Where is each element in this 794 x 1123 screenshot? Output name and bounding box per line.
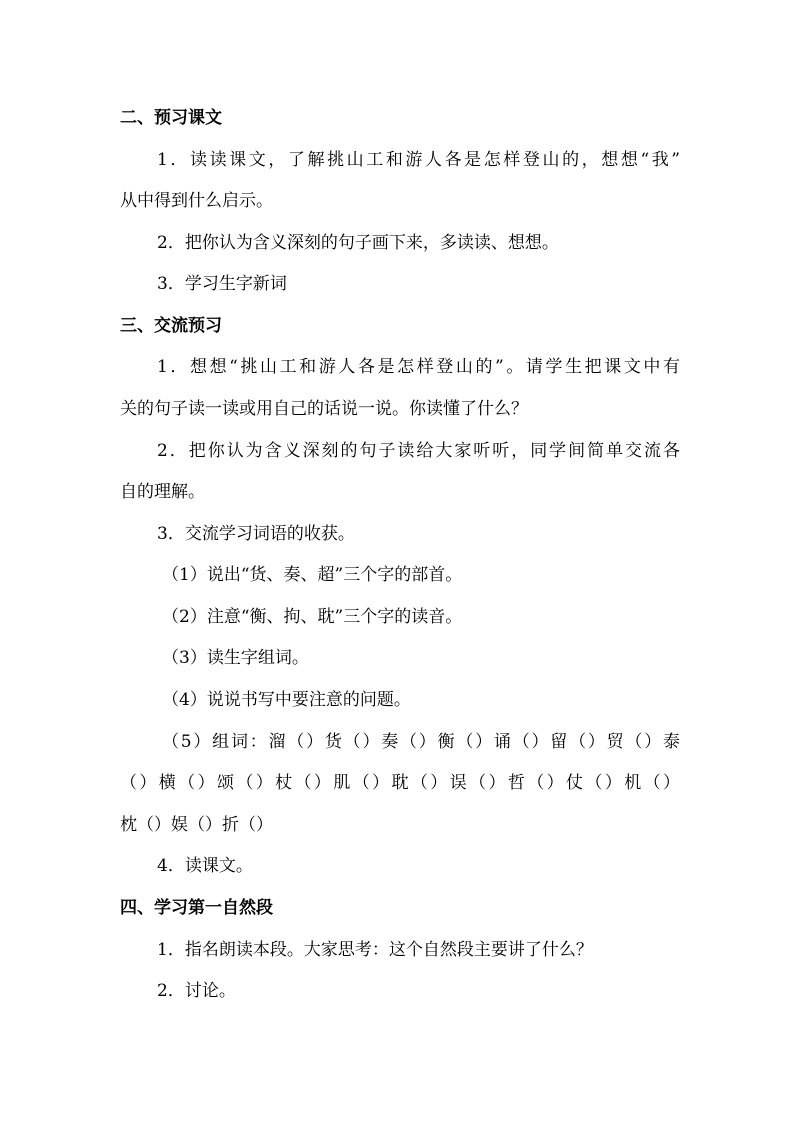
paragraph-line: （）横（）颂（）杖（）肌（）耽（）误（）哲（）仗（）机（） (120, 773, 680, 793)
paragraph-line: 1．指名朗读本段。大家思考：这个自然段主要讲了什么？ (157, 940, 593, 960)
paragraph-line: 1．读读课文，了解挑山工和游人各是怎样登山的，想想“我” (157, 150, 680, 170)
paragraph-line: （4）说说书写中要注意的问题。 (162, 690, 411, 710)
paragraph-line: 枕（）娱（）折（） (120, 815, 273, 835)
section-heading-exchange: 三、交流预习 (120, 316, 222, 336)
paragraph-line: 3．交流学习词语的收获。 (157, 524, 355, 544)
paragraph-line: 3．学习生字新词 (157, 274, 287, 294)
paragraph-line: 1．想想“挑山工和游人各是怎样登山的”。请学生把课文中有 (157, 357, 680, 377)
paragraph-line: （2）注意“衡、拘、耽”三个字的读音。 (162, 607, 463, 627)
paragraph-line: 关的句子读一读或用自己的话说一说。你读懂了什么？ (120, 399, 528, 419)
paragraph-line: 自的理解。 (120, 482, 205, 502)
section-heading-preview: 二、预习课文 (120, 108, 222, 128)
section-heading-paragraph-one: 四、学习第一自然段 (120, 898, 273, 918)
paragraph-line: 从中得到什么启示。 (120, 191, 273, 211)
paragraph-line: 2．把你认为含义深刻的句子读给大家听听，同学间简单交流各 (157, 441, 680, 461)
paragraph-line: （1）说出“货、奏、超”三个字的部首。 (162, 565, 463, 585)
paragraph-line: （3）读生字组词。 (162, 648, 309, 668)
paragraph-line: （5）组词：溜（）货（）奏（）衡（）诵（）留（）贸（）泰 (162, 732, 680, 752)
paragraph-line: 2．把你认为含义深刻的句子画下来，多读读、想想。 (157, 233, 559, 253)
paragraph-line: 2．讨论。 (157, 981, 236, 1001)
paragraph-line: 4．读课文。 (157, 856, 253, 876)
